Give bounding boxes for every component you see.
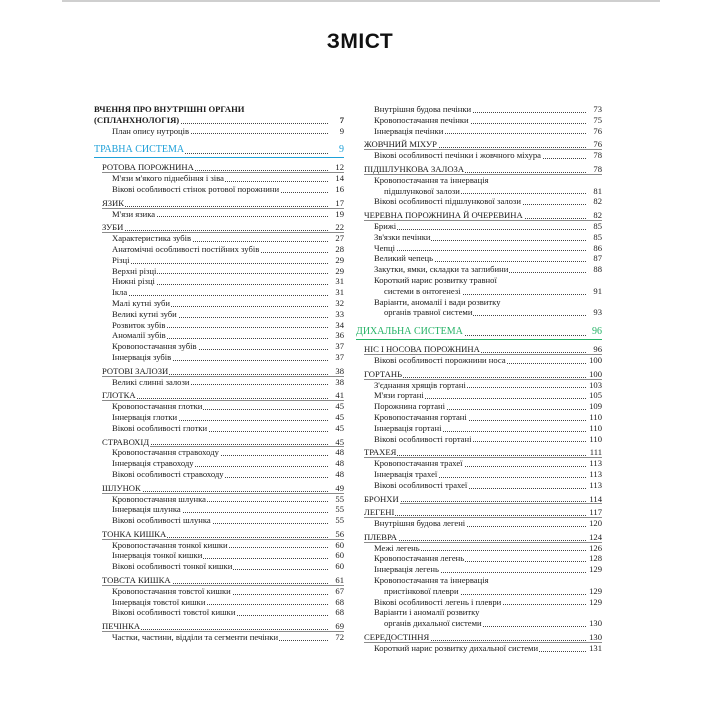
toc-entry-title: Іннервація стравоходу (112, 458, 194, 469)
toc-subentry[interactable] (94, 447, 344, 458)
toc-subentry[interactable] (94, 173, 344, 184)
toc-entry-page: 29 (335, 265, 344, 276)
toc-entry-page: 100 (589, 368, 602, 379)
toc-entry-page: 117 (589, 507, 602, 518)
toc-entry-page: 78 (593, 163, 602, 174)
toc-entry-page: 17 (335, 197, 344, 208)
toc-entry-title: Брижі (374, 220, 397, 231)
toc-entry-page: 37 (335, 341, 344, 352)
toc-entry-title: системи в онтогенезі (384, 285, 461, 296)
toc-entry-title: Вікові особливості легень і плеври (374, 596, 502, 607)
toc-entry-page: 9 (339, 144, 344, 156)
toc-entry-page: 85 (593, 231, 602, 242)
toc-entry-page: 113 (589, 468, 602, 479)
toc-entry-title: Частки, частини, відділи та сегменти печінки (112, 632, 279, 643)
toc-entry-page: 45 (335, 436, 344, 447)
toc-subentry-continuation[interactable] (356, 307, 602, 318)
toc-subentry[interactable] (356, 264, 602, 275)
toc-entry-page: 32 (335, 297, 344, 308)
toc-subentry[interactable] (94, 423, 344, 434)
toc-subentry[interactable] (94, 607, 344, 618)
toc-subentry[interactable] (94, 126, 344, 137)
toc-subentry[interactable] (356, 553, 602, 564)
toc-entry-title: Іннервація легень (374, 564, 439, 575)
toc-entry-title: Кровопостачання трахеї (374, 458, 463, 469)
toc-entry-page: 110 (589, 433, 602, 444)
toc-subentry[interactable] (94, 377, 344, 388)
toc-subentry[interactable] (94, 320, 344, 331)
toc-entry-title: ДИХАЛЬНА СИСТЕМА (356, 326, 463, 338)
toc-subentry[interactable] (94, 469, 344, 480)
toc-entry-page: 7 (339, 114, 344, 125)
toc-subentry[interactable] (356, 243, 602, 254)
toc-entry-title: Короткий нарис розвитку дихальної системи (374, 642, 539, 653)
toc-subentry-continuation[interactable] (356, 618, 602, 629)
toc-entry-page: 110 (589, 411, 602, 422)
toc-entry-page: 45 (335, 411, 344, 422)
toc-entry-page: 91 (593, 285, 602, 296)
toc-entry-page: 29 (335, 254, 344, 265)
toc-subentry[interactable] (94, 184, 344, 195)
toc-subentry[interactable] (356, 412, 602, 423)
toc-entry-page: 103 (589, 379, 602, 390)
toc-entry-page: 128 (589, 553, 602, 564)
toc-entry-title: М'язи гортані (374, 390, 424, 401)
toc-entry-title: Вікові особливості порожнини носа (374, 354, 506, 365)
toc-entry-page: 22 (335, 222, 344, 233)
toc-entry-title: Малі кутні зуби (112, 297, 170, 308)
toc-subentry-continuation[interactable] (356, 586, 602, 597)
toc-entry-title: Варіанти, аномалії і вади розвитку (374, 296, 501, 307)
toc-entry-title: Закутки, ямки, складки та заглибини (374, 264, 509, 275)
toc-entry-title: СТРАВОХІД (102, 436, 150, 447)
toc-entry-title: ТОВСТА КИШКА (102, 575, 171, 586)
toc-entry-title: Межі легень (374, 542, 420, 553)
toc-entry-page: 55 (335, 504, 344, 515)
toc-subentry[interactable] (94, 561, 344, 572)
toc-entry-title: Вікові особливості підшлункової залози (374, 196, 521, 207)
toc-entry-title: Ікла (112, 287, 128, 298)
toc-entry-page: 27 (335, 233, 344, 244)
toc-entry-page: 87 (593, 253, 602, 264)
toc-subentry[interactable] (356, 643, 602, 654)
toc-subentry[interactable] (94, 244, 344, 255)
toc-entry-title: ЖОВЧНИЙ МІХУР (364, 139, 437, 150)
toc-subentry[interactable] (94, 412, 344, 423)
toc-entry-page: 76 (593, 139, 602, 150)
toc-subentry[interactable] (94, 401, 344, 412)
toc-subentry[interactable] (94, 632, 344, 643)
toc-entry-title: РОТОВА ПОРОЖНИНА (102, 162, 194, 173)
toc-subentry[interactable] (356, 253, 602, 264)
toc-entry-title: Вікові особливості стінок ротової порожнини (112, 183, 280, 194)
toc-entry-page: 69 (335, 621, 344, 632)
toc-part-heading[interactable] (94, 104, 344, 115)
toc-entry-page: 129 (589, 585, 602, 596)
toc-entry-page: 12 (335, 162, 344, 173)
toc-entry-page: 109 (589, 401, 602, 412)
toc-entry-title: Вікові особливості гортані (374, 433, 472, 444)
toc-entry-title: Великий чепець (374, 253, 434, 264)
toc-entry-page: 110 (589, 422, 602, 433)
toc-subentry[interactable] (94, 266, 344, 277)
toc-entry-page: 31 (335, 287, 344, 298)
toc-entry-title: пристінкової плеври (384, 585, 459, 596)
toc-entry-title: Характеристика зубів (112, 233, 192, 244)
toc-subentry[interactable] (356, 390, 602, 401)
toc-entry-page: 45 (335, 422, 344, 433)
toc-subentry-continuation[interactable] (356, 186, 602, 197)
toc-subentry[interactable] (356, 196, 602, 207)
toc-entry-page: 111 (589, 447, 602, 458)
toc-subentry[interactable] (94, 597, 344, 608)
toc-entry-page: 49 (335, 482, 344, 493)
toc-entry-title: ЗУБИ (102, 222, 124, 233)
toc-subentry[interactable] (94, 352, 344, 363)
toc-entry-title: Іннервація печінки (374, 125, 444, 136)
toc-subentry[interactable] (356, 434, 602, 445)
toc-entry-title: ПЕЧІНКА (102, 621, 141, 632)
toc-subentry[interactable] (94, 287, 344, 298)
toc-subentry[interactable] (356, 469, 602, 480)
toc-subentry[interactable] (94, 515, 344, 526)
toc-subentry[interactable] (94, 494, 344, 505)
toc-entry-page: 45 (335, 401, 344, 412)
toc-entry-title: Кровопостачання печінки (374, 114, 469, 125)
toc-entry-page: 16 (335, 183, 344, 194)
toc-entry-title: М'язи м'якого піднебіння і зіва (112, 173, 224, 184)
toc-entry-page: 129 (589, 596, 602, 607)
toc-subentry[interactable] (94, 341, 344, 352)
toc-entry-page: 36 (335, 330, 344, 341)
toc-subentry[interactable] (356, 175, 602, 186)
toc-entry-title: Великі слинні залози (112, 376, 190, 387)
toc-entry-page: 76 (593, 125, 602, 136)
toc-entry-title: Вікові особливості трахеї (374, 479, 468, 490)
toc-subentry[interactable] (356, 297, 602, 308)
toc-entry-title: Розвиток зубів (112, 319, 166, 330)
toc-entry-page: 48 (335, 468, 344, 479)
toc-entry-title: органів травної системи (384, 307, 473, 318)
toc-left-column (94, 104, 344, 643)
toc-entry-title: Різці (112, 254, 130, 265)
toc-entry-title: ТРАХЕЯ (364, 447, 397, 458)
toc-entry-page: 60 (335, 539, 344, 550)
toc-entry-page: 78 (593, 150, 602, 161)
toc-subentry[interactable] (94, 309, 344, 320)
toc-entry-title: Іннервація шлунка (112, 504, 181, 515)
toc-entry-title: Кровопостачання зубів (112, 341, 197, 352)
toc-subentry[interactable] (356, 355, 602, 366)
toc-entry-title: Вікові особливості печінки і жовчного міхура (374, 150, 541, 161)
toc-entry-title: ЯЗИК (102, 197, 124, 208)
toc-entry-title: Внутрішня будова печінки (374, 104, 472, 114)
toc-entry-page: 48 (335, 458, 344, 469)
toc-entry-page: 33 (335, 308, 344, 319)
toc-subentry[interactable] (356, 401, 602, 412)
toc-entry-page: 19 (335, 208, 344, 219)
toc-entry-title: Кровопостачання та іннервація (374, 174, 489, 185)
toc-entry-title: НІС І НОСОВА ПОРОЖНИНА (364, 344, 480, 355)
toc-entry-title: Іннервація глотки (112, 411, 178, 422)
toc-entry-page: 96 (593, 344, 602, 355)
toc-entry-title: Кровопостачання гортані (374, 411, 467, 422)
toc-entry-title: органів дихальної системи (384, 618, 482, 629)
toc-subentry[interactable] (356, 423, 602, 434)
toc-entry-title: Великі кутні зуби (112, 308, 177, 319)
toc-subentry[interactable] (356, 126, 602, 137)
toc-entry-page: 60 (335, 561, 344, 572)
toc-entry-title: Кровопостачання тонкої кишки (112, 539, 228, 550)
toc-entry-page: 93 (593, 307, 602, 318)
toc-entry-page: 131 (589, 642, 602, 653)
toc-subentry[interactable] (94, 209, 344, 220)
toc-entry-title: ВЧЕННЯ ПРО ВНУТРІШНІ ОРГАНИ (94, 104, 245, 114)
toc-entry-title: План опису нутроцiв (112, 125, 190, 136)
toc-entry-title: Зв'язки печінки (374, 231, 431, 242)
toc-entry-title: ПЛЕВРА (364, 531, 397, 542)
toc-subentry[interactable] (94, 550, 344, 561)
toc-entry-page: 73 (593, 104, 602, 114)
toc-entry-title: Аномалії зубів (112, 330, 166, 341)
toc-entry-page: 68 (335, 607, 344, 618)
toc-subentry-continuation[interactable] (356, 286, 602, 297)
chapter-rule (94, 156, 344, 159)
toc-chapter-entry[interactable] (356, 326, 602, 338)
toc-entry-title: Вікові особливості тонкої кишки (112, 561, 233, 572)
toc-entry-page: 129 (589, 564, 602, 575)
toc-entry-page: 126 (589, 542, 602, 553)
toc-entry-title: Верхні різці (112, 265, 157, 276)
toc-entry-title: РОТОВІ ЗАЛОЗИ (102, 365, 169, 376)
toc-entry-page: 60 (335, 550, 344, 561)
toc-entry-title: Іннервація трахеї (374, 468, 438, 479)
toc-subentry[interactable] (94, 586, 344, 597)
toc-entry-page: 120 (589, 518, 602, 529)
toc-entry-page: 41 (335, 390, 344, 401)
toc-entry-title: Кровопостачання стравоходу (112, 447, 219, 458)
toc-entry-title: ГЛОТКА (102, 390, 136, 401)
toc-subentry[interactable] (356, 275, 602, 286)
toc-entry-page: 82 (593, 196, 602, 207)
toc-entry-page: 113 (589, 479, 602, 490)
chapter-rule (356, 338, 602, 341)
toc-entry-page: 38 (335, 376, 344, 387)
toc-subentry[interactable] (356, 543, 602, 554)
toc-entry-title: ПІДШЛУНКОВА ЗАЛОЗА (364, 163, 465, 174)
toc-entry-page: 75 (593, 114, 602, 125)
toc-subentry[interactable] (94, 255, 344, 266)
toc-entry-title: ЛЕГЕНІ (364, 507, 395, 518)
toc-entry-title: (СПЛАНХНОЛОГІЯ) (94, 114, 180, 125)
toc-entry-title: ТОНКА КИШКА (102, 528, 167, 539)
toc-subentry[interactable] (356, 115, 602, 126)
toc-entry-page: 113 (589, 458, 602, 469)
toc-entry-title: Кровопостачання шлунка (112, 493, 206, 504)
toc-subentry[interactable] (94, 276, 344, 287)
toc-entry-title: Анатомічні особливості постійних зубів (112, 243, 260, 254)
toc-entry-page: 114 (589, 493, 602, 504)
toc-entry-page: 130 (589, 618, 602, 629)
toc-subentry[interactable] (356, 232, 602, 243)
toc-entry-page: 31 (335, 276, 344, 287)
toc-entry-title: Вікові особливості глотки (112, 422, 208, 433)
toc-entry-page: 37 (335, 351, 344, 362)
toc-entry-page: 34 (335, 319, 344, 330)
toc-subentry[interactable] (356, 575, 602, 586)
toc-entry-title: Іннервація зубів (112, 351, 172, 362)
toc-subentry[interactable] (356, 380, 602, 391)
toc-subentry[interactable] (94, 330, 344, 341)
toc-entry-page: 82 (593, 210, 602, 221)
toc-entry-page: 28 (335, 243, 344, 254)
toc-entry-title: Чепці (374, 242, 395, 253)
toc-entry-page: 100 (589, 354, 602, 365)
toc-subentry[interactable] (356, 104, 602, 115)
toc-subentry[interactable] (356, 480, 602, 491)
toc-entry-page: 72 (335, 632, 344, 643)
toc-entry-title: З'єднання хрящів гортані (374, 379, 466, 390)
toc-entry-title: Іннервація товстої кишки (112, 596, 206, 607)
toc-entry-title: Порожнина гортані (374, 401, 446, 412)
toc-entry-title: ТРАВНА СИСТЕМА (94, 144, 185, 156)
toc-entry-page: 130 (589, 632, 602, 643)
toc-subentry[interactable] (94, 540, 344, 551)
toc-entry-title: Кровопостачання та іннервація (374, 575, 489, 586)
toc-subentry[interactable] (356, 221, 602, 232)
toc-entry-title: СЕРЕДОСТІННЯ (364, 632, 430, 643)
toc-entry-title: М'язи язика (112, 208, 156, 219)
toc-entry-page: 67 (335, 585, 344, 596)
toc-entry-title: Нижні різці (112, 276, 155, 287)
toc-subentry[interactable] (356, 564, 602, 575)
toc-entry-title: Кровопостачання товстої кишки (112, 585, 231, 596)
toc-subentry[interactable] (356, 518, 602, 529)
toc-entry-title: Варіанти і аномалії розвитку (374, 607, 480, 618)
toc-entry-title: Внутрішня будова легені (374, 518, 466, 529)
page-title: ЗМІСТ (326, 30, 394, 53)
toc-entry-title: Іннервація гортані (374, 422, 442, 433)
toc-entry-title: Вікові особливості стравоходу (112, 468, 224, 479)
toc-subentry[interactable] (356, 458, 602, 469)
toc-entry-page: 9 (339, 125, 344, 136)
toc-subentry[interactable] (94, 458, 344, 469)
toc-right-column (356, 104, 602, 654)
top-rule (62, 0, 660, 2)
toc-entry-page: 48 (335, 447, 344, 458)
toc-entry-title: Іннервація тонкої кишки (112, 550, 203, 561)
toc-entry-page: 14 (335, 173, 344, 184)
toc-entry-page: 88 (593, 264, 602, 275)
toc-entry-title: ШЛУНОК (102, 482, 141, 493)
toc-entry-page: 85 (593, 220, 602, 231)
toc-entry-title: Короткий нарис розвитку травної (374, 274, 497, 285)
toc-entry-title: БРОНХИ (364, 493, 399, 504)
toc-entry-title: підшлункової залози (384, 185, 460, 196)
toc-subentry[interactable] (94, 298, 344, 309)
toc-entry-title: ГОРТАНЬ (364, 368, 403, 379)
toc-entry-page: 124 (589, 531, 602, 542)
toc-entry-page: 96 (592, 326, 602, 338)
toc-part-heading[interactable] (94, 115, 344, 126)
toc-entry-page: 105 (589, 390, 602, 401)
toc-subentry[interactable] (94, 504, 344, 515)
toc-subentry[interactable] (356, 150, 602, 161)
toc-entry-page: 68 (335, 596, 344, 607)
toc-entry-title: Кровопостачання глотки (112, 401, 203, 412)
toc-entry-page: 38 (335, 365, 344, 376)
toc-chapter-entry[interactable] (94, 144, 344, 156)
toc-subentry[interactable] (356, 607, 602, 618)
toc-entry-page: 56 (335, 528, 344, 539)
toc-subentry[interactable] (356, 597, 602, 608)
toc-entry-title: ЧЕРЕВНА ПОРОЖНИНА Й ОЧЕРЕВИНА (364, 210, 523, 221)
toc-entry-title: Вікові особливості шлунка (112, 515, 211, 526)
toc-entry-title: Вікові особливості товстої кишки (112, 607, 236, 618)
toc-entry-page: 55 (335, 493, 344, 504)
toc-subentry[interactable] (94, 233, 344, 244)
toc-entry-page: 55 (335, 515, 344, 526)
toc-entry-page: 86 (593, 242, 602, 253)
toc-entry-page: 81 (593, 185, 602, 196)
toc-entry-page: 61 (335, 575, 344, 586)
toc-entry-title: Кровопостачання легень (374, 553, 465, 564)
